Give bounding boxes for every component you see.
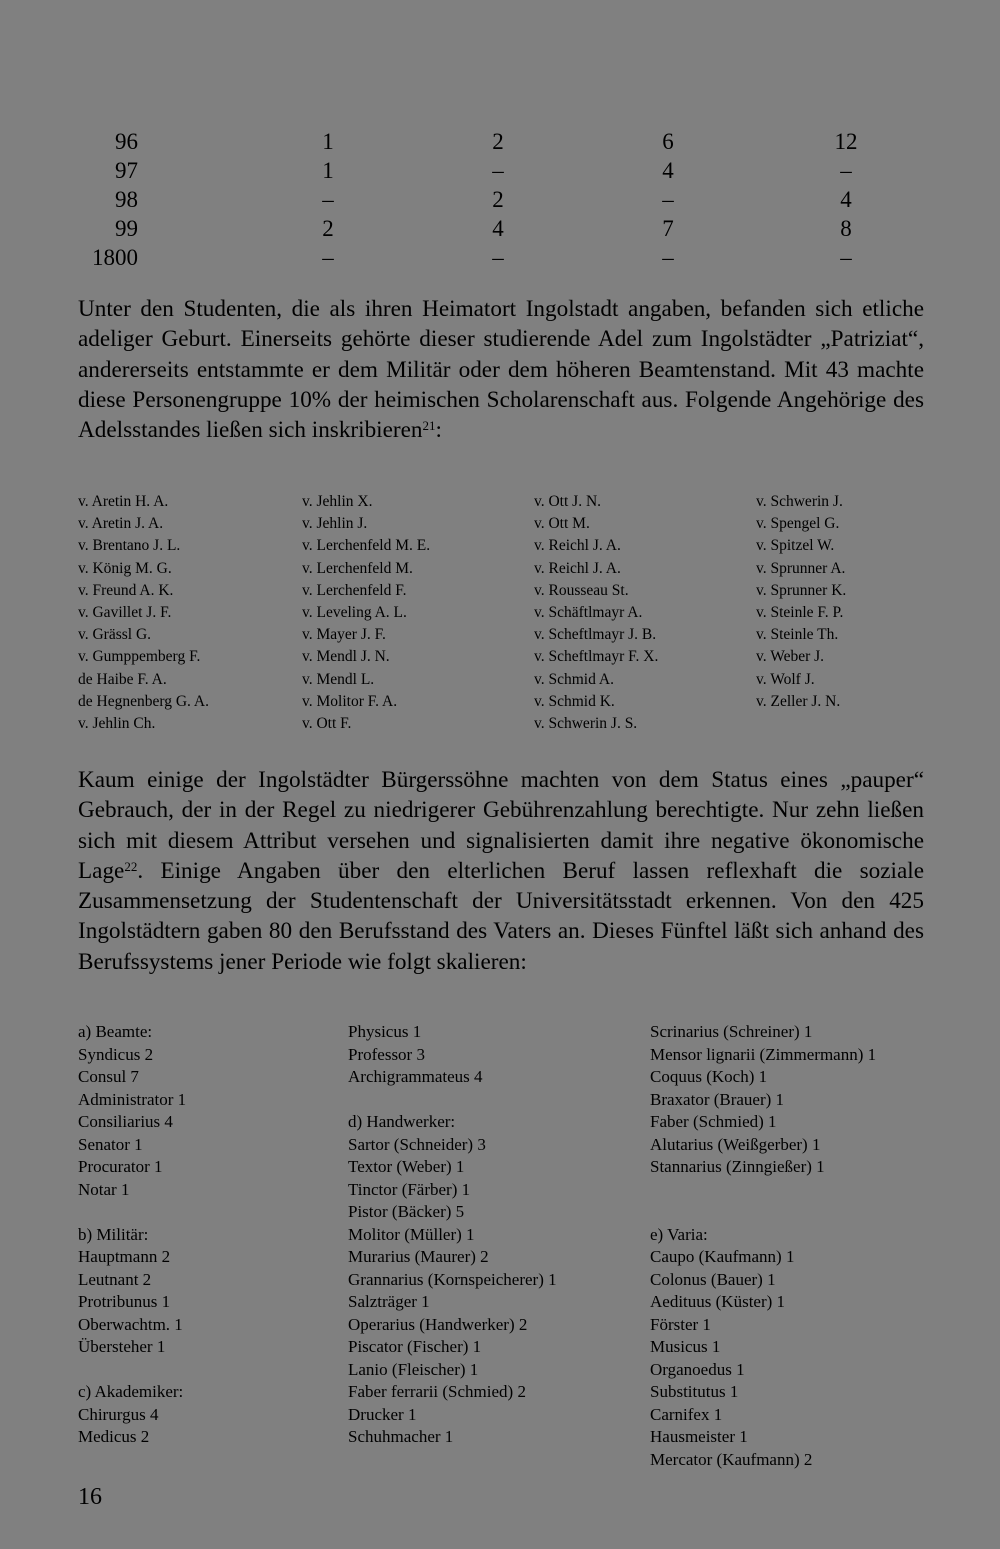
noble-name: v. Jehlin Ch. — [78, 715, 156, 733]
count-cell: 7 — [662, 216, 674, 241]
count-cell: 1 — [322, 158, 334, 183]
profession-item: Stannarius (Zinngießer) 1 — [650, 1157, 825, 1176]
profession-item: Piscator (Fischer) 1 — [348, 1337, 482, 1356]
profession-item: Notar 1 — [78, 1179, 130, 1199]
noble-name: v. Scheftlmayr F. X. — [534, 648, 659, 666]
profession-item: Braxator (Brauer) 1 — [650, 1089, 785, 1109]
paragraph-text: Kaum einige der Ingolstädter Bürgerssöhne machten von dem Status eines „pauper“ Gebrauch, der in der Regel zu niedrigerer Gebührenzahlung berechtigte. Nur zehn ließen sich mit diesem Attribut versehen und signalisierten damit ihre negative ökonomische Lage — [78, 767, 924, 884]
profession-item: Faber (Schmied) 1 — [650, 1112, 777, 1131]
noble-name: v. Schmid K. — [534, 692, 615, 710]
noble-name: v. Wolf J. — [756, 670, 815, 688]
year-cell: 97 — [115, 158, 138, 183]
noble-name: v. Lerchenfeld M. — [302, 559, 413, 577]
noble-name: v. Mendl L. — [302, 670, 375, 688]
profession-item: Murarius (Maurer) 2 — [348, 1247, 489, 1266]
section-heading-varia: e) Varia: — [650, 1224, 708, 1244]
noble-name: v. Reichl J. A. — [534, 537, 621, 555]
paragraph-pauper — [78, 765, 924, 977]
akademiker-list-cont — [348, 1021, 557, 1089]
footnote-ref: 21 — [422, 418, 436, 434]
footnote-ref: 22 — [124, 858, 138, 874]
profession-item: Alutarius (Weißgerber) 1 — [650, 1134, 821, 1154]
beamte-list — [78, 1044, 186, 1202]
year-table-row — [78, 185, 868, 214]
profession-item: Mensor lignarii (Zimmermann) 1 — [650, 1044, 877, 1064]
paragraph-tail: : — [435, 417, 442, 444]
noble-name: v. Schwerin J. S. — [534, 715, 638, 733]
noble-name: v. Leveling A. L. — [302, 604, 407, 622]
profession-item: Sartor (Schneider) 3 — [348, 1134, 486, 1154]
noble-name: v. Ott F. — [302, 715, 352, 733]
count-cell: 2 — [492, 129, 504, 154]
akademiker-list — [78, 1404, 186, 1449]
noble-name: v. Jehlin X. — [302, 493, 373, 510]
year-table-row — [78, 243, 868, 272]
noble-name: de Haibe F. A. — [78, 670, 167, 688]
profession-column-1 — [78, 1021, 186, 1449]
profession-item: Operarius (Handwerker) 2 — [348, 1314, 528, 1334]
paragraph-text-cont: . Einige Angaben über den elterlichen Beruf lassen reflexhaft die soziale Zusammensetzung der Studentenschaft der Universitätsstadt erkennen. Von den 425 Ingolstädtern gaben 80 den Berufsstand des Vaters an. Dieses Fünftel läßt sich anhand des Berufssystems jener Periode wie folgt skalieren: — [78, 857, 924, 975]
profession-item: Professor 3 — [348, 1044, 425, 1064]
year-cell: 98 — [115, 187, 138, 212]
noble-name: v. Grässl G. — [78, 626, 152, 644]
count-cell: – — [840, 158, 852, 183]
count-cell: 4 — [840, 187, 852, 212]
profession-item: Drucker 1 — [348, 1404, 417, 1424]
noble-name: v. Aretin H. A. — [78, 493, 169, 510]
noble-name: v. Gumppemberg F. — [78, 648, 201, 666]
handwerker-list-cont — [650, 1021, 876, 1179]
profession-item: Carnifex 1 — [650, 1404, 723, 1424]
profession-item: Substitutus 1 — [650, 1382, 739, 1401]
count-cell: – — [662, 187, 674, 212]
profession-item: Archigrammateus 4 — [348, 1067, 483, 1086]
profession-item: Consul 7 — [78, 1067, 139, 1086]
profession-item: Colonus (Bauer) 1 — [650, 1269, 776, 1289]
profession-item: Caupo (Kaufmann) 1 — [650, 1247, 795, 1266]
profession-item: Chirurgus 4 — [78, 1404, 159, 1424]
noble-name: v. Rousseau St. — [534, 581, 629, 599]
year-table-row — [78, 156, 868, 185]
profession-item: Grannarius (Kornspeicherer) 1 — [348, 1269, 557, 1289]
count-cell: – — [492, 245, 504, 270]
noble-name: v. Scheftlmayr J. B. — [534, 626, 657, 644]
section-heading-akademiker: c) Akademiker: — [78, 1382, 184, 1401]
noble-name: v. Ott J. N. — [534, 493, 602, 510]
noble-name: v. Reichl J. A. — [534, 559, 621, 577]
profession-item: Hausmeister 1 — [650, 1427, 748, 1446]
noble-names-column — [302, 491, 517, 735]
noble-name: v. Lerchenfeld M. E. — [302, 537, 431, 555]
profession-item: Salzträger 1 — [348, 1292, 430, 1311]
profession-item: Schuhmacher 1 — [348, 1427, 454, 1446]
profession-column-2 — [348, 1021, 557, 1449]
profession-item: Förster 1 — [650, 1314, 711, 1334]
profession-item: Pistor (Bäcker) 5 — [348, 1202, 465, 1221]
noble-name: v. Schwerin J. — [756, 493, 843, 510]
count-cell: – — [322, 187, 334, 212]
profession-item: Lanio (Fleischer) 1 — [348, 1359, 479, 1379]
section-heading-militaer: b) Militär: — [78, 1224, 149, 1244]
profession-item: Organoedus 1 — [650, 1359, 745, 1379]
noble-name: v. Zeller J. N. — [756, 692, 841, 710]
noble-name: de Hegnenberg G. A. — [78, 692, 210, 710]
profession-item: Hauptmann 2 — [78, 1247, 171, 1266]
count-cell: 2 — [492, 187, 504, 212]
paragraph-nobles-intro — [78, 294, 924, 445]
noble-names-column — [534, 491, 749, 735]
noble-name: v. Jehlin J. — [302, 515, 368, 533]
noble-name: v. Weber J. — [756, 648, 825, 666]
varia-list — [650, 1246, 876, 1471]
noble-name: v. Steinle Th. — [756, 626, 839, 644]
profession-item: Consiliarius 4 — [78, 1112, 173, 1131]
profession-item: Leutnant 2 — [78, 1269, 152, 1289]
year-cell: 99 — [115, 216, 138, 241]
noble-names-column — [78, 491, 293, 735]
section-heading-handwerker: d) Handwerker: — [348, 1112, 456, 1131]
profession-item: Tinctor (Färber) 1 — [348, 1179, 471, 1199]
count-cell: 6 — [662, 129, 674, 154]
noble-name: v. Molitor F. A. — [302, 692, 398, 710]
noble-name: v. Sprunner K. — [756, 581, 847, 599]
count-cell: 8 — [840, 216, 852, 241]
noble-name: v. Mayer J. F. — [302, 626, 386, 644]
count-cell: 12 — [834, 129, 858, 154]
paragraph-text: Unter den Studenten, die als ihren Heimatort Ingolstadt angaben, befanden sich etliche adeliger Geburt. Einerseits gehörte dieser studierende Adel zum Ingolstädter „Patriziat“, andererseits entstammte er dem Militär oder dem höheren Beamtenstand. Mit 43 machte diese Personengruppe 10% der heimischen Scholarenschaft aus. Folgende Angehörige des Adelsstandes ließen sich inskribieren — [78, 296, 924, 444]
count-cell: 2 — [322, 216, 334, 241]
profession-item: Medicus 2 — [78, 1427, 150, 1446]
profession-item: Molitor (Müller) 1 — [348, 1224, 475, 1244]
profession-item: Administrator 1 — [78, 1089, 187, 1109]
noble-name: v. Gavillet J. F. — [78, 604, 172, 622]
year-table-row — [78, 127, 868, 156]
noble-name: v. Spitzel W. — [756, 537, 835, 555]
noble-name: v. Aretin J. A. — [78, 515, 164, 533]
profession-item: Musicus 1 — [650, 1337, 721, 1356]
noble-name: v. Lerchenfeld F. — [302, 581, 407, 599]
noble-name: v. Sprunner A. — [756, 559, 846, 577]
profession-column-3 — [650, 1021, 876, 1471]
noble-name: v. Schmid A. — [534, 670, 614, 688]
year-cell: 96 — [115, 129, 138, 154]
year-cell: 1800 — [92, 245, 138, 270]
profession-item: Faber ferrarii (Schmied) 2 — [348, 1382, 526, 1401]
noble-name: v. Brentano J. L. — [78, 537, 181, 555]
year-table-row — [78, 214, 868, 243]
noble-name: v. Spengel G. — [756, 515, 840, 533]
noble-name: v. Steinle F. P. — [756, 604, 844, 622]
count-cell: – — [492, 158, 504, 183]
noble-name: v. Schäftlmayr A. — [534, 604, 643, 622]
profession-item: Mercator (Kaufmann) 2 — [650, 1449, 813, 1469]
profession-item: Coquus (Koch) 1 — [650, 1067, 768, 1086]
profession-item: Textor (Weber) 1 — [348, 1157, 465, 1176]
noble-name: v. König M. G. — [78, 559, 172, 577]
count-cell: – — [322, 245, 334, 270]
profession-item: Oberwachtm. 1 — [78, 1314, 183, 1334]
count-cell: 4 — [492, 216, 504, 241]
count-cell: – — [662, 245, 674, 270]
profession-item: Übersteher 1 — [78, 1337, 166, 1356]
noble-names-column — [756, 491, 971, 713]
militaer-list — [78, 1246, 186, 1359]
noble-name: v. Mendl J. N. — [302, 648, 390, 666]
noble-name: v. Freund A. K. — [78, 581, 174, 599]
profession-item: Syndicus 2 — [78, 1044, 154, 1064]
year-table — [78, 127, 868, 272]
profession-item: Protribunus 1 — [78, 1292, 171, 1311]
section-heading-beamte: a) Beamte: — [78, 1022, 153, 1041]
count-cell: 4 — [662, 158, 674, 183]
profession-item: Procurator 1 — [78, 1157, 163, 1176]
profession-item: Scrinarius (Schreiner) 1 — [650, 1022, 813, 1041]
profession-item: Senator 1 — [78, 1134, 143, 1154]
page-number: 16 — [78, 1484, 102, 1510]
handwerker-list — [348, 1134, 557, 1449]
count-cell: – — [840, 245, 852, 270]
noble-name: v. Ott M. — [534, 515, 590, 533]
profession-item: Physicus 1 — [348, 1022, 422, 1041]
profession-item: Aedituus (Küster) 1 — [650, 1292, 786, 1311]
count-cell: 1 — [322, 129, 334, 154]
